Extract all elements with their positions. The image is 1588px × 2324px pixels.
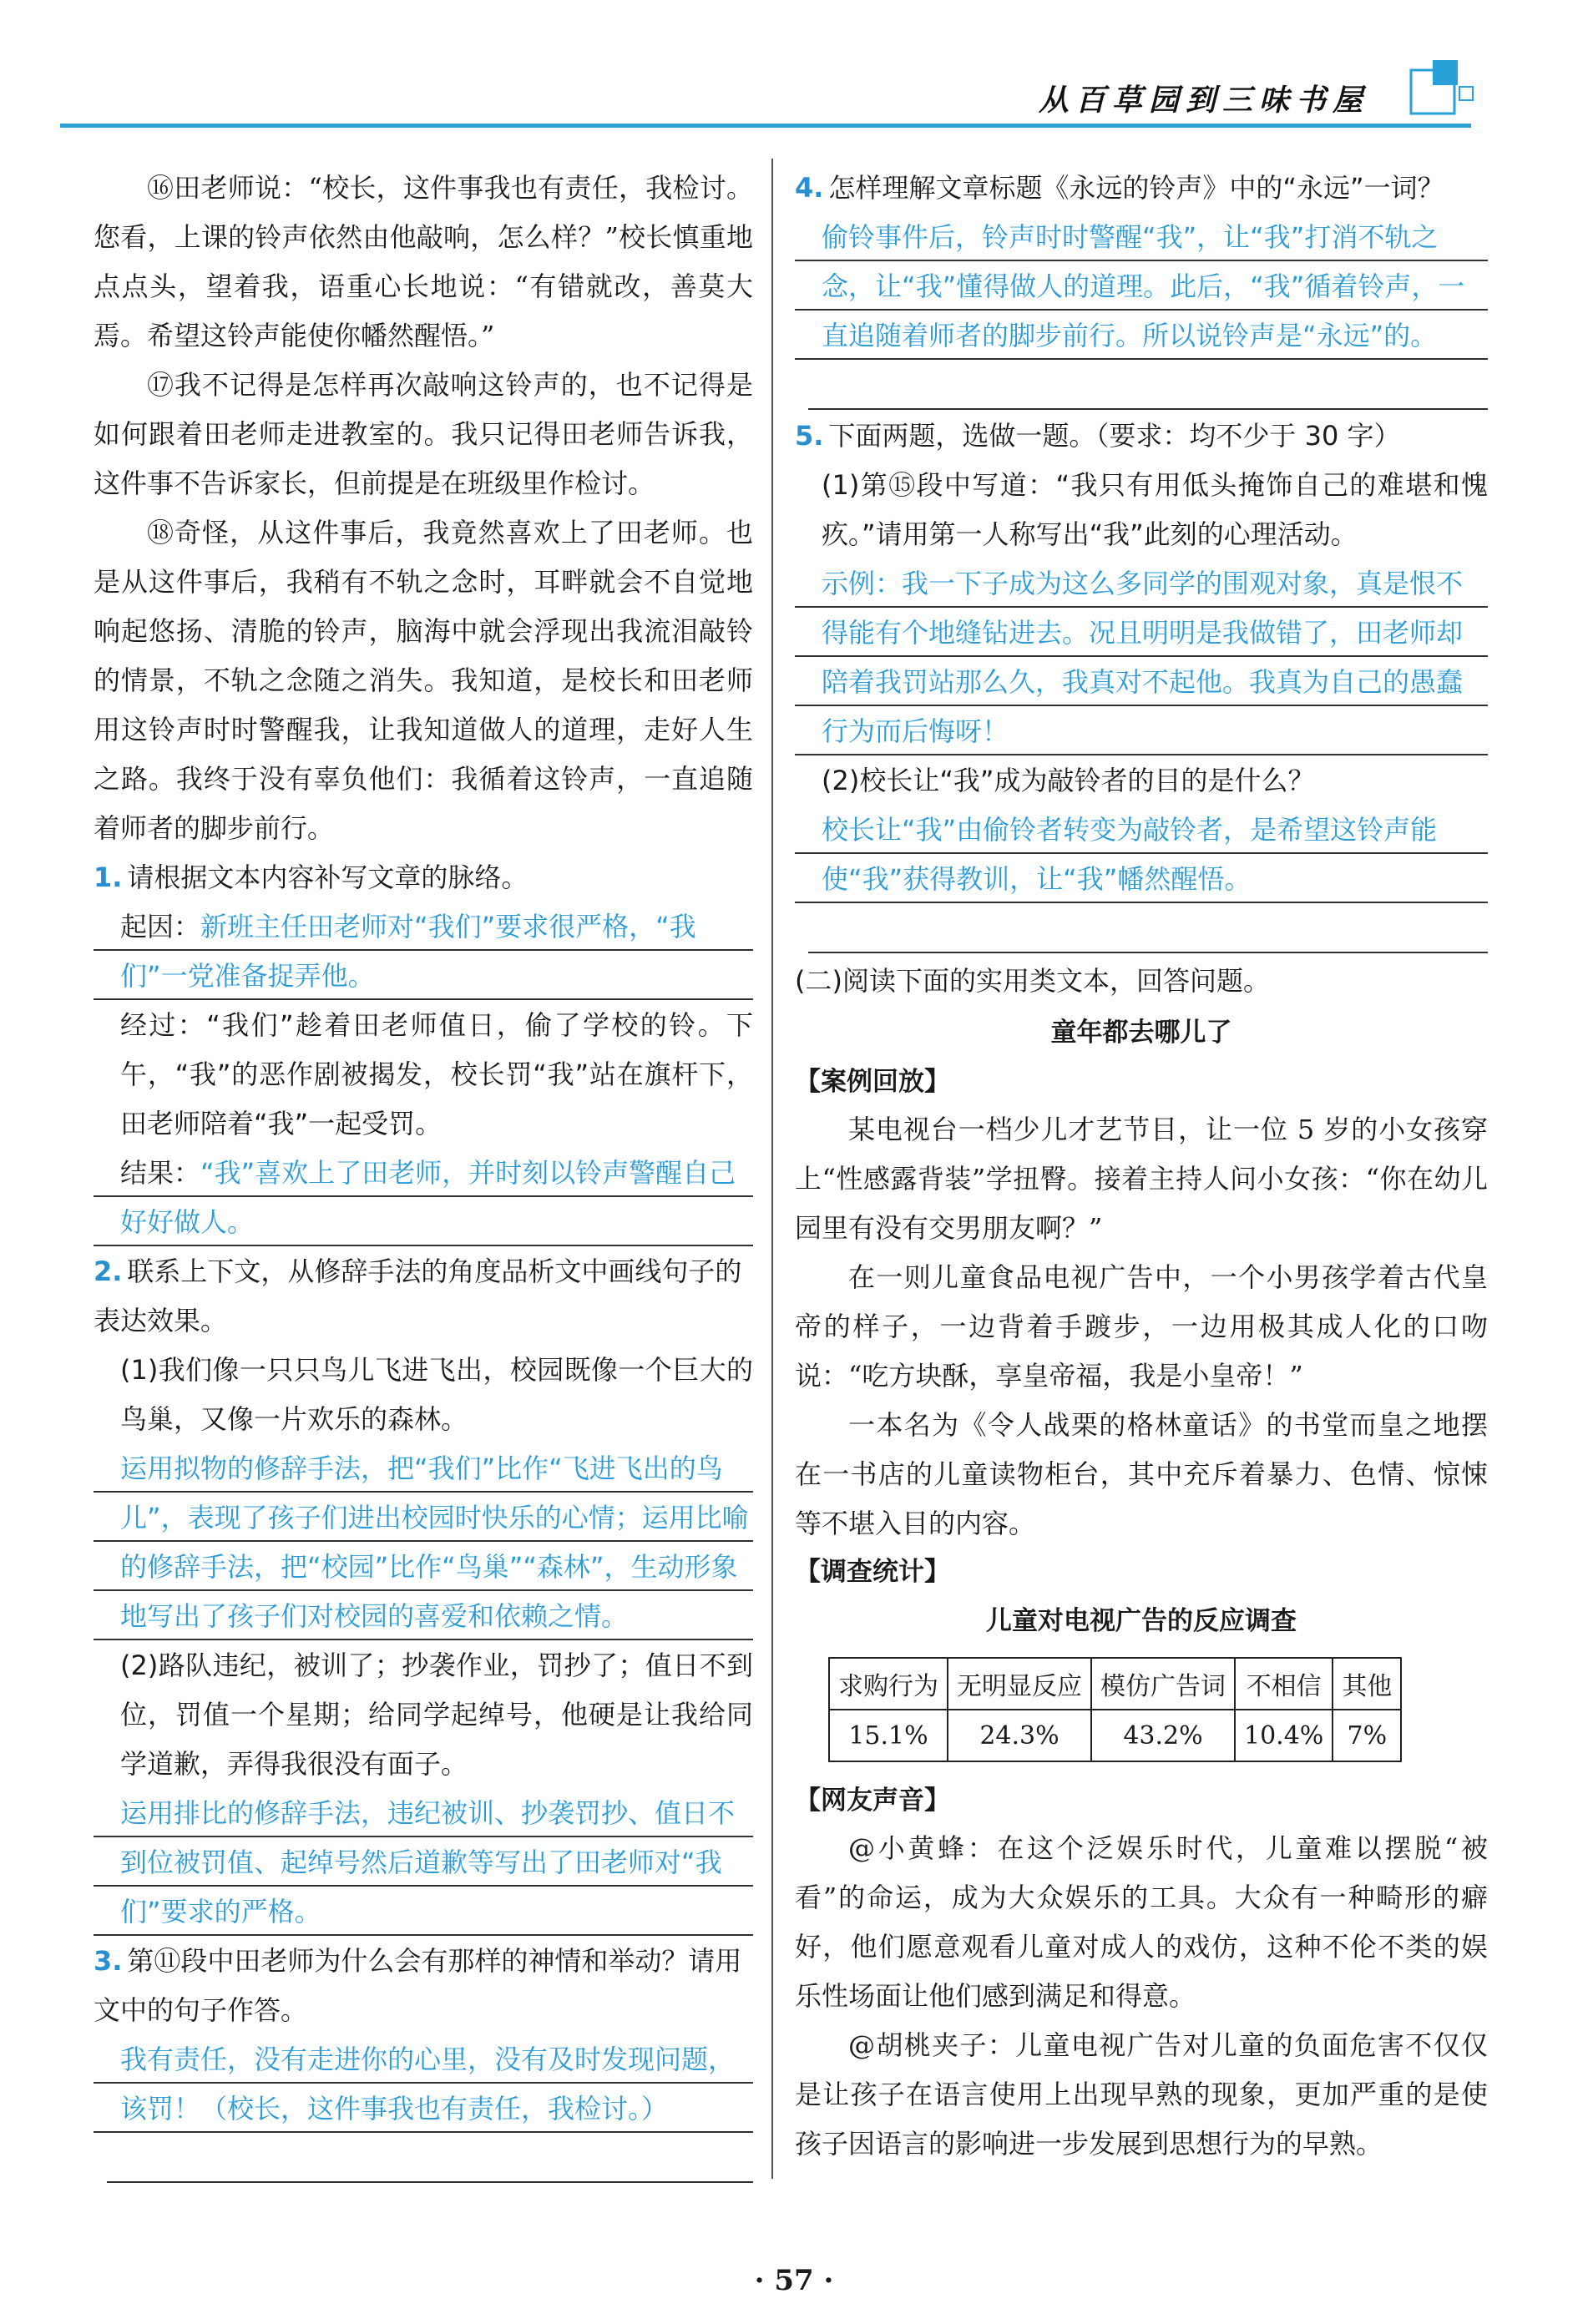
- header-decoration-icon: [1394, 55, 1478, 124]
- question-5: [795, 412, 1488, 461]
- question-number: 2.: [94, 1255, 123, 1287]
- left-column: [94, 164, 753, 2185]
- paragraph-18: ⑱奇怪，从这件事后，我竟然喜欢上了田老师。也是从这件事后，我稍有不轨之念时，耳畔就会不自觉地响起悠扬、清脆的铃声，脑海中就会浮现出我流泪敲铃的情景，不轨之念随之消失。我知道，是校长和田老师用这铃声时时警醒我，让我知道做人的道理，走好人生之路。我终于没有辜负他们：我循着这铃声，一直追随着师者的脚步前行。: [94, 517, 753, 844]
- result-answer-text: “我”喜欢上了田老师，并时刻以铃声警醒自己好好做人。: [120, 1157, 736, 1238]
- answer-blank-line: [107, 2134, 753, 2183]
- question-text: 怎样理解文章标题《永远的铃声》中的“永远”一词？: [828, 172, 1444, 204]
- q5-option-1: (1)第⑮段中写道：“我只有用低头掩饰自己的难堪和愧疚。”请用第一人称写出“我”此刻的心理活动。: [822, 469, 1488, 550]
- right-column: [795, 164, 1488, 2169]
- question-number: 3.: [94, 1945, 123, 1977]
- question-text: 第⑪段中田老师为什么会有那样的神情和举动？请用文中的句子作答。: [94, 1945, 742, 2026]
- case-paragraph-2: 在一则儿童食品电视广告中，一个小男孩学着古代皇帝的样子，一边背着手踱步，一边用极其成人化的口吻说：“吃方块酥，享皇帝福，我是小皇帝！”: [795, 1261, 1488, 1392]
- case-tag: 【案例回放】: [795, 1067, 950, 1097]
- header-rule: [60, 124, 1471, 128]
- case-paragraph-3: 一本名为《令人战栗的格林童话》的书堂而皇之地摆在一书店的儿童读物柜台，其中充斥着暴力、色情、惊悚等不堪入目的内容。: [795, 1409, 1488, 1539]
- section-heading: (二)阅读下面的实用类文本，回答问题。: [795, 965, 1270, 997]
- netizen-paragraph-2: @胡桃夹子：儿童电视广告对儿童的负面危害不仅仅是让孩子在语言使用上出现早熟的现象，更加严重的是使孩子因语言的影响进一步发展到思想行为的早熟。: [795, 2029, 1488, 2160]
- question-number: 1.: [94, 861, 123, 893]
- table-header-row: [829, 1658, 1401, 1710]
- paragraph-16: ⑯田老师说：“校长，这件事我也有责任，我检讨。您看，上课的铃声依然由他敲响，怎么样？”校长慎重地点点头，望着我，语重心长地说：“有错就改，善莫大焉。希望这铃声能使你幡然醒悟。”: [94, 172, 753, 351]
- article-title: 童年都去哪儿了: [1050, 1018, 1232, 1048]
- q2-answer-2: 运用排比的修辞手法，违纪被训、抄袭罚抄、值日不到位被罚值、起绰号然后道歉等写出了田老师对“我们”要求的严格。: [94, 1789, 753, 1937]
- column-divider: [771, 159, 773, 2179]
- q5-answer-1: 示例：我一下子成为这么多同学的围观对象，真是恨不得能有个地缝钻进去。况且明明是我做错了，田老师却陪着我罚站那么久，我真对不起他。我真为自己的愚蠢行为而后悔呀！: [795, 559, 1488, 756]
- q1-cause-answer: [94, 902, 753, 1001]
- answer-blank-line: [808, 361, 1488, 410]
- question-3: [94, 1937, 753, 2035]
- survey-tag: 【调查统计】: [795, 1557, 950, 1587]
- q2-answer-1: 运用拟物的修辞手法，把“我们”比作“飞进飞出的鸟儿”，表现了孩子们进出校园时快乐的心情；运用比喻的修辞手法，把“校园”比作“鸟巢”“森林”，生动形象地写出了孩子们对校园的喜爱和依赖之情。: [94, 1444, 753, 1641]
- question-text: 下面两题，选做一题。（要求：均不少于 30 字）: [828, 420, 1401, 452]
- result-label: 结果：: [120, 1157, 201, 1189]
- table-cell: 43.2%: [1091, 1710, 1235, 1761]
- table-header-cell: 求购行为: [829, 1658, 948, 1710]
- q5-option-2: (2)校长让“我”成为敲铃者的目的是什么？: [822, 765, 1315, 796]
- q2-sentence-2: (2)路队违纪，被训了；抄袭作业，罚抄了；值日不到位，罚值一个星期；给同学起绰号，他硬是让我给同学道歉，弄得我很没有面子。: [120, 1650, 753, 1780]
- question-number: 5.: [795, 420, 824, 452]
- table-header-cell: 其他: [1333, 1658, 1401, 1710]
- question-number: 4.: [795, 172, 824, 204]
- q5-answer-2: 校长让“我”由偷铃者转变为敲铃者，是希望这铃声能使“我”获得教训，让“我”幡然醒悟。: [795, 806, 1488, 904]
- q4-answer: 偷铃事件后，铃声时时警醒“我”，让“我”打消不轨之念，让“我”懂得做人的道理。此后，“我”循着铃声，一直追随着师者的脚步前行。所以说铃声是“永远”的。: [795, 213, 1488, 361]
- table-header-cell: 不相信: [1235, 1658, 1333, 1710]
- table-row: [829, 1710, 1401, 1761]
- table-cell: 15.1%: [829, 1710, 948, 1761]
- q1-result-answer: [94, 1149, 753, 1247]
- running-header-title: 从百草园到三味书屋: [1038, 83, 1369, 118]
- question-4: [795, 164, 1488, 213]
- table-header-cell: 模仿广告词: [1091, 1658, 1235, 1710]
- cause-answer-text: 新班主任田老师对“我们”要求很严格，“我们”一党准备捉弄他。: [120, 911, 696, 992]
- netizen-tag: 【网友声音】: [795, 1786, 950, 1816]
- page-number: · 57 ·: [754, 2264, 834, 2297]
- survey-table: [828, 1657, 1402, 1762]
- question-2: [94, 1247, 753, 1346]
- cause-label: 起因：: [120, 911, 201, 942]
- q2-sentence-1: (1)我们像一只只鸟儿飞进飞出，校园既像一个巨大的鸟巢，又像一片欢乐的森林。: [120, 1354, 753, 1435]
- survey-title: 儿童对电视广告的反应调查: [986, 1606, 1297, 1636]
- table-cell: 7%: [1333, 1710, 1401, 1761]
- q3-answer: 我有责任，没有走进你的心里，没有及时发现问题，该罚！（校长，这件事我也有责任，我检讨。）: [94, 2035, 753, 2134]
- question-text: 请根据文本内容补写文章的脉络。: [127, 861, 528, 893]
- case-paragraph-1: 某电视台一档少儿才艺节目，让一位 5 岁的小女孩穿上“性感露背装”学扭臀。接着主持人问小女孩：“你在幼儿园里有没有交男朋友啊？”: [795, 1114, 1488, 1244]
- q1-process: 经过：“我们”趁着田老师值日，偷了学校的铃。下午，“我”的恶作剧被揭发，校长罚“我”站在旗杆下，田老师陪着“我”一起受罚。: [120, 1009, 753, 1139]
- table-cell: 10.4%: [1235, 1710, 1333, 1761]
- answer-blank-line: [808, 904, 1488, 953]
- table-cell: 24.3%: [948, 1710, 1091, 1761]
- question-1: [94, 853, 753, 902]
- netizen-paragraph-1: @小黄蜂：在这个泛娱乐时代，儿童难以摆脱“被看”的命运，成为大众娱乐的工具。大众有一种畸形的癖好，他们愿意观看儿童对成人的戏仿，这种不伦不类的娱乐性场面让他们感到满足和得意。: [795, 1832, 1488, 2012]
- paragraph-17: ⑰我不记得是怎样再次敲响这铃声的，也不记得是如何跟着田老师走进教室的。我只记得田老师告诉我，这件事不告诉家长，但前提是在班级里作检讨。: [94, 369, 753, 499]
- table-header-cell: 无明显反应: [948, 1658, 1091, 1710]
- question-text: 联系上下文，从修辞手法的角度品析文中画线句子的表达效果。: [94, 1255, 742, 1336]
